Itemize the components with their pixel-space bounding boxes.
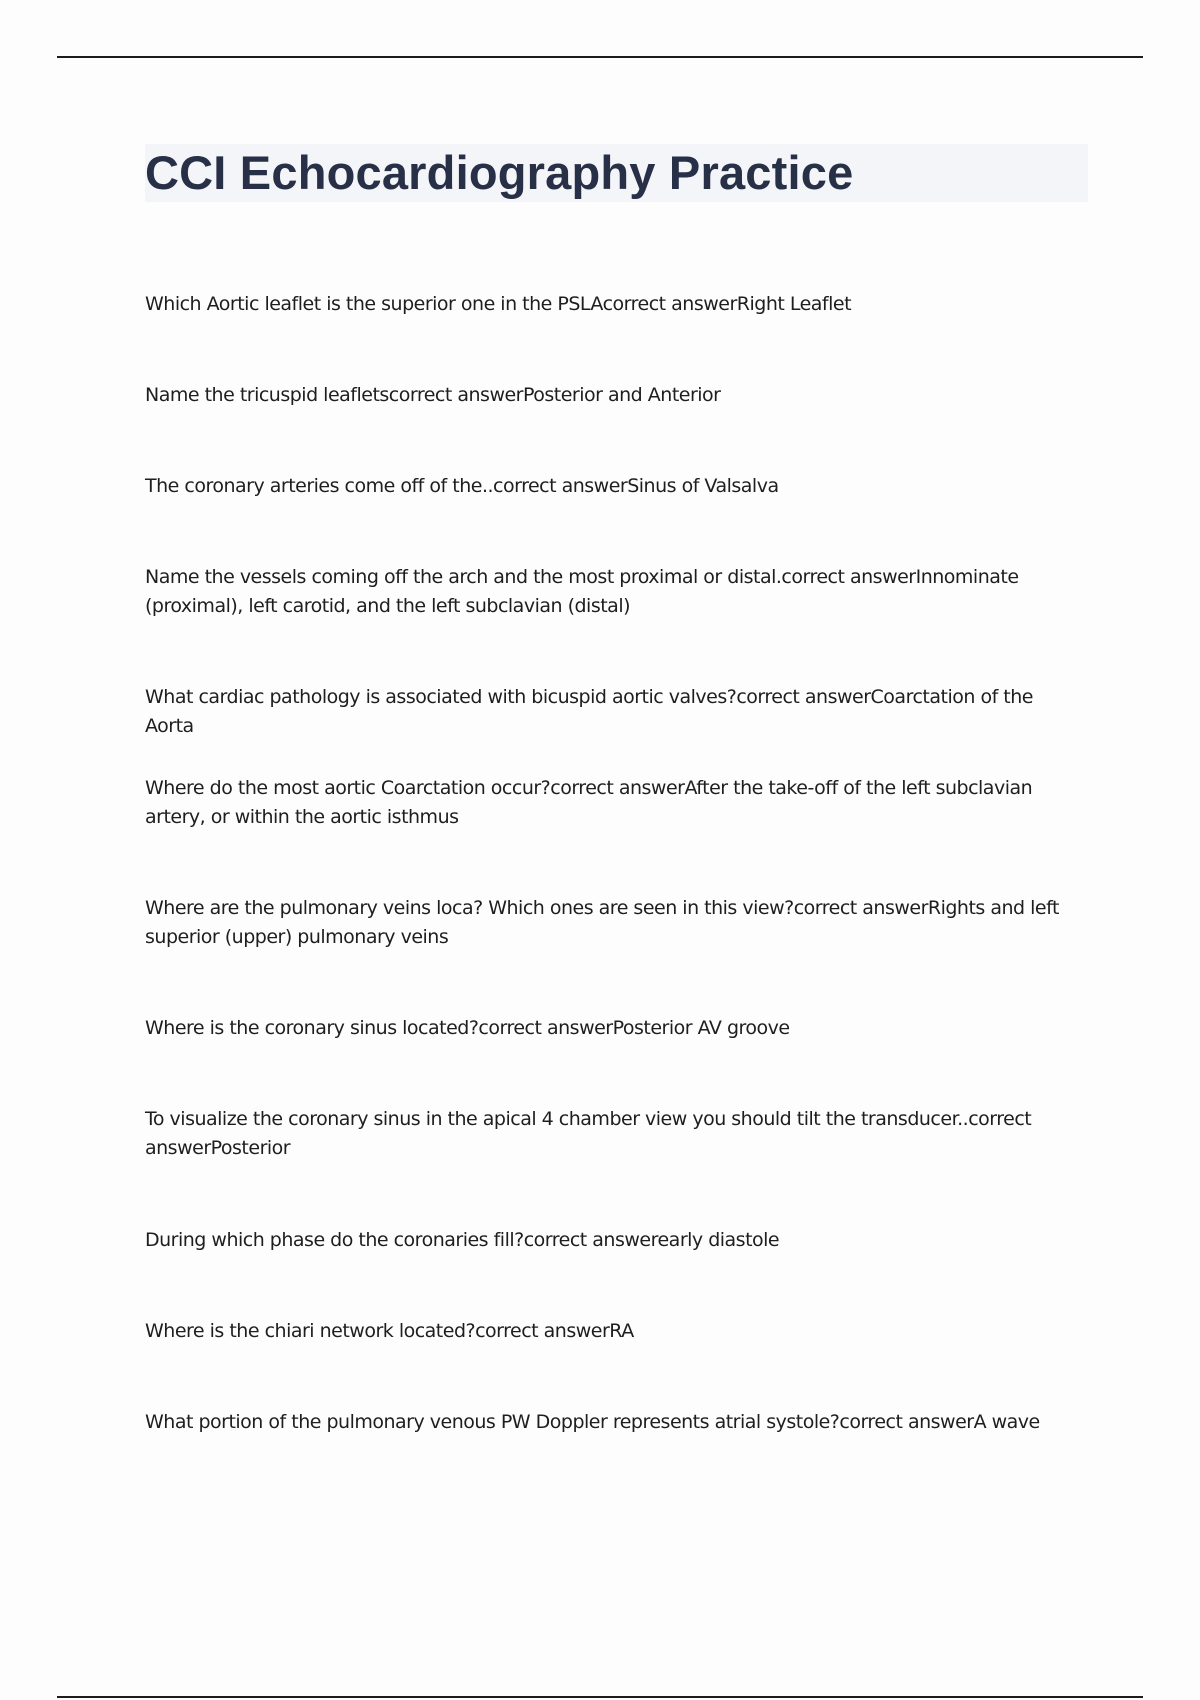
bottom-rule xyxy=(57,1696,1143,1698)
qa-entry-7: Where are the pulmonary veins loca? Which ones are seen in this view?correct answerRights and left superior (upper) pulmonary veins xyxy=(145,897,1059,948)
qa-entry-2: Name the tricuspid leafletscorrect answerPosterior and Anterior xyxy=(145,384,721,406)
qa-entry-3: The coronary arteries come off of the..correct answerSinus of Valsalva xyxy=(145,475,779,497)
qa-entry-10: During which phase do the coronaries fill?correct answerearly diastole xyxy=(145,1229,780,1251)
top-rule xyxy=(57,56,1143,58)
qa-entry-9: To visualize the coronary sinus in the apical 4 chamber view you should tilt the transducer..correct answerPosterior xyxy=(145,1108,1032,1159)
qa-entry-5: What cardiac pathology is associated with bicuspid aortic valves?correct answerCoarctation of the Aorta xyxy=(145,686,1033,737)
qa-entry-1: Which Aortic leaflet is the superior one in the PSLAcorrect answerRight Leaflet xyxy=(145,293,852,315)
page-title: CCI Echocardiography Practice xyxy=(145,146,854,199)
qa-entry-11: Where is the chiari network located?correct answerRA xyxy=(145,1320,634,1342)
qa-entry-8: Where is the coronary sinus located?correct answerPosterior AV groove xyxy=(145,1017,790,1039)
qa-entry-4: Name the vessels coming off the arch and the most proximal or distal.correct answerInnominate (proximal), left carotid, and the left subclavian (distal) xyxy=(145,566,1019,617)
qa-entry-6: Where do the most aortic Coarctation occur?correct answerAfter the take-off of the left subclavian artery, or within the aortic isthmus xyxy=(145,777,1033,828)
qa-entry-12: What portion of the pulmonary venous PW Doppler represents atrial systole?correct answerA wave xyxy=(145,1411,1040,1433)
